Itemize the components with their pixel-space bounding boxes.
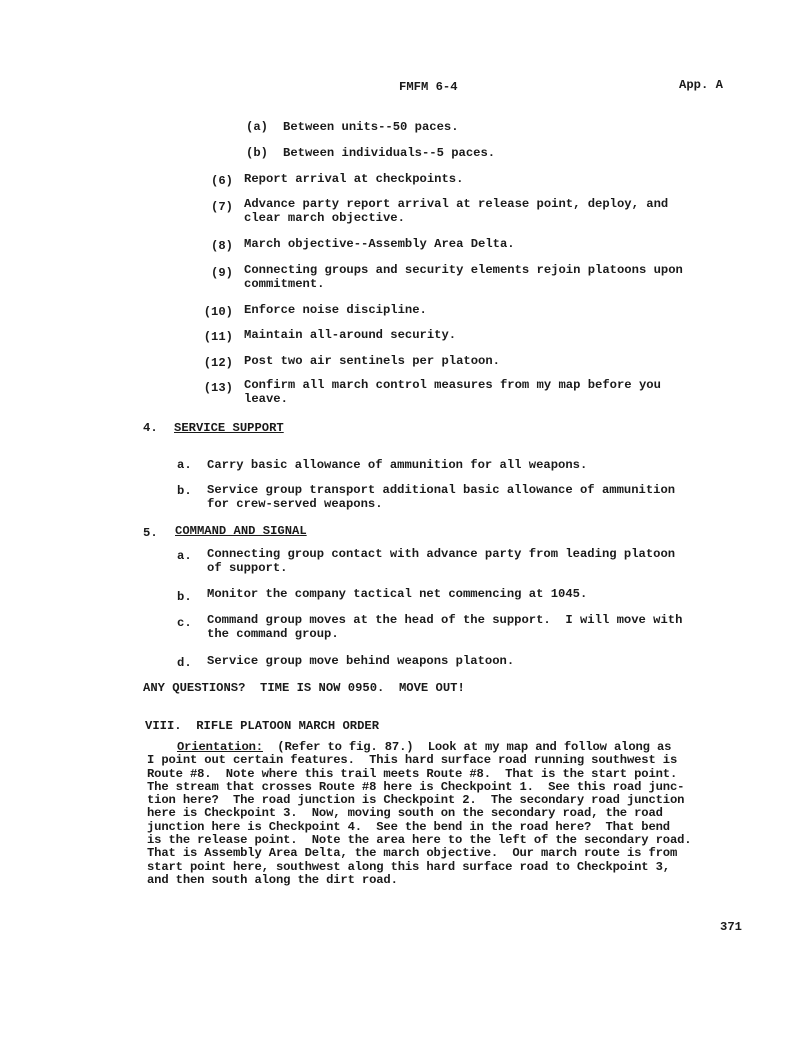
item-text: Carry basic allowance of ammunition for all weapons. xyxy=(207,458,588,472)
item-text: Maintain all-around security. xyxy=(244,328,457,342)
item-label: (12) xyxy=(203,356,233,370)
section-heading: VIII. RIFLE PLATOON MARCH ORDER xyxy=(145,719,380,733)
item-text: Service group move behind weapons platoon. xyxy=(207,654,515,668)
item-label: d. xyxy=(177,656,192,670)
item-label: a. xyxy=(177,458,192,472)
item-text: Advance party report arrival at release point, deploy, and clear march objective. xyxy=(244,197,669,225)
item-label: (6) xyxy=(211,174,233,188)
page-number: 371 xyxy=(720,920,742,934)
item-label: (a) xyxy=(246,120,268,134)
doc-id: FMFM 6-4 xyxy=(399,80,458,94)
item-text: Connecting groups and security elements rejoin platoons upon commitment. xyxy=(244,263,683,291)
item-text: Command group moves at the head of the support. I will move with the command group. xyxy=(207,613,683,641)
section-title: SERVICE SUPPORT xyxy=(174,421,284,435)
item-text: Enforce noise discipline. xyxy=(244,303,427,317)
item-label: b. xyxy=(177,484,192,498)
item-label: (13) xyxy=(203,381,233,395)
item-text: March objective--Assembly Area Delta. xyxy=(244,237,515,251)
appendix-label: App. A xyxy=(679,78,723,92)
item-text: Between units--50 paces. xyxy=(283,120,459,134)
item-label: (8) xyxy=(211,239,233,253)
closing-line: ANY QUESTIONS? TIME IS NOW 0950. MOVE OUT! xyxy=(143,681,465,695)
item-text: Connecting group contact with advance party from leading platoon of support. xyxy=(207,547,676,575)
item-label: (9) xyxy=(211,266,233,280)
item-label: (10) xyxy=(203,305,233,319)
orientation-paragraph xyxy=(147,741,747,887)
section-title: COMMAND AND SIGNAL xyxy=(175,524,307,538)
section-number: 4. xyxy=(143,421,158,435)
item-text: Monitor the company tactical net commencing at 1045. xyxy=(207,587,588,601)
item-label: (11) xyxy=(203,330,233,344)
item-label: (b) xyxy=(246,146,268,160)
section-number: 5. xyxy=(143,526,158,540)
item-label: (7) xyxy=(211,200,233,214)
item-text: Confirm all march control measures from my map before you leave. xyxy=(244,378,661,406)
item-text: Post two air sentinels per platoon. xyxy=(244,354,500,368)
item-label: a. xyxy=(177,549,192,563)
orientation-text: (Refer to fig. 87.) Look at my map and follow along as I point out certain features. This hard surface road running southwest is Route #8. Note where this trail meets Route #8. That is the start point. The stream that crosses Route #8 here is Checkpoint 1. See this road junc- tion here? The road junction is Checkpoint 2. The secondary road junction here is Checkpoint 3. Now, moving south on the secondary road, the road junction here is Checkpoint 4. See the bend in the road here? That bend is the release point. Note the area here to the left of the secondary road. That is Assembly Area Delta, the march objective. Our march route is from start point here, southwest along this hard surface road to Checkpoint 3, and then south along the dirt road. xyxy=(147,740,692,887)
item-label: b. xyxy=(177,590,192,604)
orientation-label: Orientation: xyxy=(177,740,263,754)
item-text: Report arrival at checkpoints. xyxy=(244,172,464,186)
item-text: Service group transport additional basic allowance of ammunition for crew-served weapons. xyxy=(207,483,676,511)
item-text: Between individuals--5 paces. xyxy=(283,146,496,160)
item-label: c. xyxy=(177,616,192,630)
